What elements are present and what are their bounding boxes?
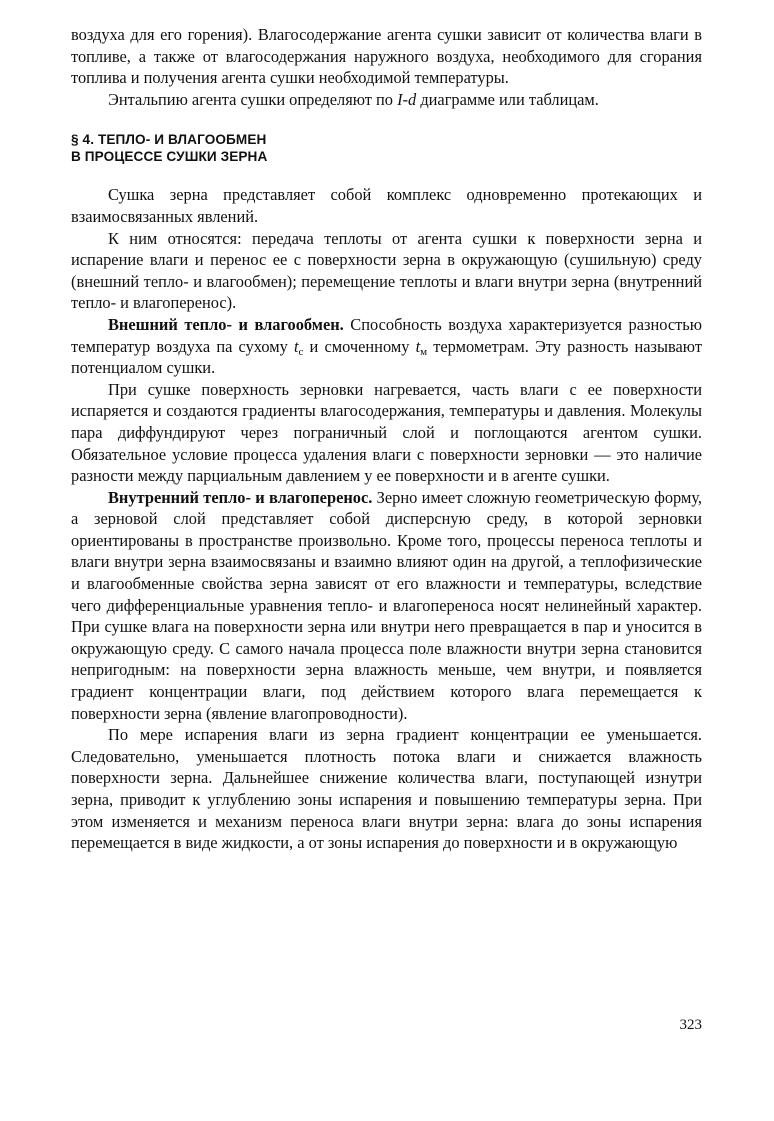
paragraph-external-exchange [71, 314, 702, 379]
section-heading-line2: В ПРОЦЕССЕ СУШКИ ЗЕРНА [71, 149, 268, 165]
enthalpy-text-start: Энтальпию агента сушки определяют по [108, 89, 398, 109]
paragraph-internal-transfer [71, 487, 702, 725]
paragraph-processes: К ним относятся: передача теплоты от агента сушки к поверхности зерна и испарение влаги и перенос ее с поверхности зерна в окружающую (сушильную) среду (внешний тепло- и влагообмен); перемещение теплоты и влаги внутри зерна (внутренний тепло- и влагоперенос). [71, 228, 702, 313]
internal-transfer-title: Внутренний тепло- и влагоперенос. [108, 487, 373, 507]
internal-transfer-text: Зерно имеет сложную геометрическую форму, а зерновой слой представляет собой дисперсную среду, в которой зерновки ориентированы в пространстве произвольно. Кроме того, процессы переноса теплоты и влаги внутри зерна взаимосвязаны и взаимно влияют один на другой, а теплофизические и влагообменные свойства зерна зависят от его влажности и температуры, вследствие чего дифференциальные уравнения тепло- и влагопереноса носят нелинейный характер. При сушке влага на поверхности зерна или внутри него превращается в пар и уносится в окружающую среду. С самого начала процесса поле влажности внутри зерна становится непригодным: на поверхности зерна влажность меньше, чем внутри, и появляется градиент концентрации влаги, под действием которого влага перемещается к поверхности зерна (явление влагопроводности). [71, 487, 702, 723]
paragraph-surface-evaporation: При сушке поверхность зерновки нагревается, часть влаги с ее поверхности испаряется и создаются градиенты влагосодержания, температуры и давления. Молекулы пара диффундируют через пограничный слой и поглощаются агентом сушки. Обязательное условие процесса удаления влаги с поверхности зерновки — это наличие разности между парциальным давлением у ее поверхности и в агенте сушки. [71, 379, 702, 486]
wet-temp-subscript: м [420, 345, 428, 358]
paragraph-intro: Сушка зерна представляет собой комплекс одновременно протекающих и взаимосвязанных явлений. [71, 185, 702, 226]
enthalpy-text-end: диаграмме или таблицам. [416, 89, 599, 109]
external-exchange-text2: и смоченному [303, 336, 416, 356]
page-body [71, 24, 702, 854]
external-exchange-title: Внешний тепло- и влагообмен. [108, 314, 344, 334]
section-heading-line1: § 4. ТЕПЛО- И ВЛАГООБМЕН [71, 132, 267, 148]
dry-temp-subscript: с [298, 345, 304, 358]
wet-temp-symbol: t [415, 336, 421, 356]
paragraph-continued: воздуха для его горения). Влагосодержание агента сушки зависит от количества влаги в топливе, а также от влагосодержания наружного воздуха, необходимого для сгорания топлива и получения агента сушки необходимой температуры. [71, 25, 702, 88]
external-exchange-text3: термометрам. Эту разность называют потенциалом сушки. [71, 336, 702, 378]
external-exchange-text1: Способность воздуха характеризуется разностью температур воздуха па сухому [71, 314, 702, 356]
paragraph-gradient-decrease: По мере испарения влаги из зерна градиент концентрации ее уменьшается. Следовательно, уменьшается плотность потока влаги и снижается влажность поверхности зерна. Дальнейшее снижение количества влаги, поступающей изнутри зерна, приводит к углублению зоны испарения и повышению температуры зерна. При этом изменяется и механизм переноса влаги внутри зерна: влага до зоны испарения перемещается в виде жидкости, а от зоны испарения до поверхности и в окружающую [71, 725, 702, 853]
paragraph-enthalpy [71, 89, 702, 111]
id-diagram-term: I-d [397, 89, 417, 109]
page-number: 323 [679, 1017, 702, 1033]
section-heading [71, 131, 702, 165]
dry-temp-symbol: t [293, 336, 299, 356]
